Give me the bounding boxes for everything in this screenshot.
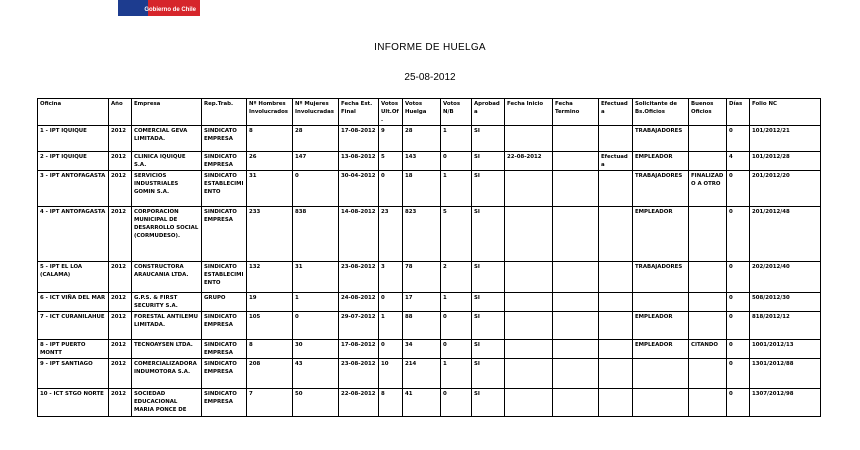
- table-row: [38, 171, 821, 207]
- cell-dias: 0: [727, 293, 750, 312]
- cell-mujeres: 30: [293, 340, 339, 359]
- column-header: Nº Hombres Involucrados: [247, 99, 293, 126]
- cell-votos-ult: 10: [379, 359, 403, 389]
- cell-buenos: [689, 126, 727, 152]
- cell-fecha-est: 22-08-2012: [339, 389, 379, 417]
- cell-efectuada: [599, 293, 633, 312]
- cell-efectuada: [599, 359, 633, 389]
- column-header: Votos Huelga: [403, 99, 441, 126]
- cell-oficina: 5 - IPT EL LOA (CALAMA): [38, 262, 109, 293]
- column-header: Votos Ult.Of.: [379, 99, 403, 126]
- cell-solicitante: EMPLEADOR: [633, 312, 689, 340]
- cell-fecha-inicio: 22-08-2012: [505, 152, 553, 171]
- cell-votos-ult: 5: [379, 152, 403, 171]
- cell-fecha-inicio: [505, 293, 553, 312]
- cell-votos-huelga: 41: [403, 389, 441, 417]
- cell-buenos: FINALIZADO A OTRO: [689, 171, 727, 207]
- cell-votos-nb: 1: [441, 359, 472, 389]
- cell-oficina: 8 - IPT PUERTO MONTT: [38, 340, 109, 359]
- cell-dias: 0: [727, 359, 750, 389]
- cell-hombres: 26: [247, 152, 293, 171]
- cell-folio: 1001/2012/13: [750, 340, 821, 359]
- cell-anio: 2012: [109, 340, 132, 359]
- cell-fecha-termino: [553, 171, 599, 207]
- gobierno-logo: [118, 0, 200, 16]
- cell-anio: 2012: [109, 312, 132, 340]
- cell-hombres: 208: [247, 359, 293, 389]
- cell-solicitante: TRABAJADORES: [633, 126, 689, 152]
- cell-fecha-inicio: [505, 340, 553, 359]
- cell-anio: 2012: [109, 126, 132, 152]
- cell-votos-huelga: 143: [403, 152, 441, 171]
- cell-empresa: TECNOAYSEN LTDA.: [132, 340, 202, 359]
- table-row: [38, 126, 821, 152]
- cell-fecha-termino: [553, 340, 599, 359]
- cell-oficina: 7 - ICT CURANILAHUE: [38, 312, 109, 340]
- cell-fecha-est: 17-08-2012: [339, 126, 379, 152]
- column-header: Fecha Est. Final: [339, 99, 379, 126]
- cell-buenos: [689, 262, 727, 293]
- cell-empresa: CORPORACION MUNICIPAL DE DESARROLLO SOCIAL (CORMUDESO).: [132, 207, 202, 262]
- cell-buenos: [689, 152, 727, 171]
- column-header: Empresa: [132, 99, 202, 126]
- cell-rep: SINDICATO EMPRESA: [202, 207, 247, 262]
- cell-dias: 0: [727, 171, 750, 207]
- cell-fecha-inicio: [505, 207, 553, 262]
- cell-hombres: 7: [247, 389, 293, 417]
- cell-rep: SINDICATO EMPRESA: [202, 312, 247, 340]
- cell-votos-huelga: 823: [403, 207, 441, 262]
- cell-efectuada: [599, 171, 633, 207]
- cell-fecha-est: 24-08-2012: [339, 293, 379, 312]
- cell-aprobada: SI: [472, 312, 505, 340]
- cell-votos-nb: 0: [441, 312, 472, 340]
- cell-solicitante: [633, 293, 689, 312]
- cell-empresa: CLINICA IQUIQUE S.A.: [132, 152, 202, 171]
- cell-oficina: 10 - ICT STGO NORTE: [38, 389, 109, 417]
- cell-oficina: 6 - ICT VIÑA DEL MAR: [38, 293, 109, 312]
- column-header: Efectuada: [599, 99, 633, 126]
- cell-buenos: [689, 207, 727, 262]
- cell-mujeres: 0: [293, 171, 339, 207]
- cell-solicitante: EMPLEADOR: [633, 340, 689, 359]
- cell-aprobada: SI: [472, 126, 505, 152]
- cell-fecha-inicio: [505, 359, 553, 389]
- cell-oficina: 1 - IPT IQUIQUE: [38, 126, 109, 152]
- cell-mujeres: 28: [293, 126, 339, 152]
- column-header: Fecha Termino: [553, 99, 599, 126]
- cell-votos-nb: 0: [441, 340, 472, 359]
- cell-dias: 0: [727, 207, 750, 262]
- cell-dias: 0: [727, 126, 750, 152]
- cell-anio: 2012: [109, 171, 132, 207]
- cell-votos-huelga: 17: [403, 293, 441, 312]
- cell-anio: 2012: [109, 293, 132, 312]
- column-header: Año: [109, 99, 132, 126]
- column-header: Buenos Oficios: [689, 99, 727, 126]
- cell-solicitante: EMPLEADOR: [633, 152, 689, 171]
- cell-mujeres: 147: [293, 152, 339, 171]
- cell-votos-nb: 5: [441, 207, 472, 262]
- cell-fecha-termino: [553, 126, 599, 152]
- table-row: [38, 389, 821, 417]
- cell-rep: SINDICATO ESTABLECIMIENTO: [202, 171, 247, 207]
- cell-mujeres: 31: [293, 262, 339, 293]
- cell-fecha-inicio: [505, 389, 553, 417]
- cell-empresa: COMERCIALIZADORA INDUMOTORA S.A.: [132, 359, 202, 389]
- cell-mujeres: 838: [293, 207, 339, 262]
- cell-votos-ult: 1: [379, 312, 403, 340]
- cell-rep: SINDICATO EMPRESA: [202, 126, 247, 152]
- cell-rep: SINDICATO EMPRESA: [202, 152, 247, 171]
- cell-efectuada: [599, 340, 633, 359]
- report-date: 25-08-2012: [404, 72, 456, 83]
- table-row: [38, 340, 821, 359]
- cell-fecha-est: 14-08-2012: [339, 207, 379, 262]
- cell-folio: 101/2012/28: [750, 152, 821, 171]
- cell-mujeres: 50: [293, 389, 339, 417]
- cell-efectuada: [599, 262, 633, 293]
- cell-votos-nb: 1: [441, 126, 472, 152]
- cell-dias: 0: [727, 262, 750, 293]
- cell-efectuada: [599, 126, 633, 152]
- cell-votos-nb: 1: [441, 293, 472, 312]
- cell-rep: SINDICATO EMPRESA: [202, 389, 247, 417]
- table-row: [38, 207, 821, 262]
- cell-oficina: 3 - IPT ANTOFAGASTA: [38, 171, 109, 207]
- cell-votos-ult: 0: [379, 171, 403, 207]
- cell-mujeres: 1: [293, 293, 339, 312]
- cell-fecha-est: 23-08-2012: [339, 262, 379, 293]
- cell-fecha-est: 29-07-2012: [339, 312, 379, 340]
- table-row: [38, 312, 821, 340]
- cell-fecha-inicio: [505, 262, 553, 293]
- cell-hombres: 233: [247, 207, 293, 262]
- cell-votos-ult: 0: [379, 340, 403, 359]
- cell-rep: GRUPO: [202, 293, 247, 312]
- cell-empresa: COMERCIAL GEVA LIMITADA.: [132, 126, 202, 152]
- column-header: Folio NC: [750, 99, 821, 126]
- table-row: [38, 262, 821, 293]
- cell-aprobada: SI: [472, 207, 505, 262]
- column-header: Oficina: [38, 99, 109, 126]
- cell-votos-nb: 1: [441, 171, 472, 207]
- column-header: Votos N/B: [441, 99, 472, 126]
- cell-fecha-est: 23-08-2012: [339, 359, 379, 389]
- cell-folio: 202/2012/40: [750, 262, 821, 293]
- cell-buenos: CITANDO: [689, 340, 727, 359]
- cell-rep: SINDICATO EMPRESA: [202, 359, 247, 389]
- cell-folio: 1307/2012/98: [750, 389, 821, 417]
- cell-folio: 1301/2012/88: [750, 359, 821, 389]
- cell-anio: 2012: [109, 389, 132, 417]
- cell-votos-ult: 0: [379, 293, 403, 312]
- cell-votos-nb: 2: [441, 262, 472, 293]
- column-header: Días: [727, 99, 750, 126]
- cell-buenos: [689, 359, 727, 389]
- cell-votos-ult: 3: [379, 262, 403, 293]
- cell-solicitante: EMPLEADOR: [633, 207, 689, 262]
- cell-fecha-termino: [553, 262, 599, 293]
- column-header: Solicitante de Bs.Oficios: [633, 99, 689, 126]
- cell-folio: 508/2012/30: [750, 293, 821, 312]
- cell-dias: 0: [727, 340, 750, 359]
- cell-oficina: 2 - IPT IQUIQUE: [38, 152, 109, 171]
- cell-fecha-termino: [553, 359, 599, 389]
- cell-votos-ult: 8: [379, 389, 403, 417]
- cell-votos-huelga: 28: [403, 126, 441, 152]
- cell-dias: 4: [727, 152, 750, 171]
- cell-mujeres: 43: [293, 359, 339, 389]
- cell-votos-huelga: 34: [403, 340, 441, 359]
- cell-anio: 2012: [109, 262, 132, 293]
- cell-efectuada: [599, 207, 633, 262]
- cell-fecha-est: 30-04-2012: [339, 171, 379, 207]
- cell-aprobada: SI: [472, 262, 505, 293]
- column-header: Nº Mujeres Involucradas: [293, 99, 339, 126]
- cell-aprobada: SI: [472, 293, 505, 312]
- cell-hombres: 31: [247, 171, 293, 207]
- cell-fecha-termino: [553, 207, 599, 262]
- cell-empresa: FORESTAL ANTILEMU LIMITADA.: [132, 312, 202, 340]
- cell-aprobada: SI: [472, 152, 505, 171]
- column-header: Rep.Trab.: [202, 99, 247, 126]
- cell-empresa: SOCIEDAD EDUCACIONAL MARIA PONCE DE: [132, 389, 202, 417]
- cell-aprobada: SI: [472, 389, 505, 417]
- cell-votos-huelga: 18: [403, 171, 441, 207]
- cell-mujeres: 0: [293, 312, 339, 340]
- cell-fecha-termino: [553, 293, 599, 312]
- cell-aprobada: SI: [472, 359, 505, 389]
- cell-buenos: [689, 312, 727, 340]
- cell-fecha-termino: [553, 312, 599, 340]
- cell-fecha-termino: [553, 152, 599, 171]
- cell-efectuada: [599, 389, 633, 417]
- cell-anio: 2012: [109, 207, 132, 262]
- cell-votos-ult: 9: [379, 126, 403, 152]
- cell-votos-nb: 0: [441, 152, 472, 171]
- cell-fecha-est: 13-08-2012: [339, 152, 379, 171]
- cell-folio: 101/2012/21: [750, 126, 821, 152]
- cell-aprobada: SI: [472, 340, 505, 359]
- report-title: INFORME DE HUELGA: [374, 42, 486, 53]
- cell-anio: 2012: [109, 359, 132, 389]
- cell-fecha-termino: [553, 389, 599, 417]
- cell-votos-ult: 23: [379, 207, 403, 262]
- cell-anio: 2012: [109, 152, 132, 171]
- table-row: [38, 293, 821, 312]
- cell-fecha-inicio: [505, 126, 553, 152]
- cell-fecha-est: 17-08-2012: [339, 340, 379, 359]
- cell-folio: 201/2012/48: [750, 207, 821, 262]
- cell-empresa: G.P.S. & FIRST SECURITY S.A.: [132, 293, 202, 312]
- cell-folio: 818/2012/12: [750, 312, 821, 340]
- cell-dias: 0: [727, 389, 750, 417]
- cell-efectuada: [599, 312, 633, 340]
- table-header-row: [38, 99, 821, 126]
- cell-oficina: 9 - IPT SANTIAGO: [38, 359, 109, 389]
- cell-buenos: [689, 389, 727, 417]
- cell-votos-huelga: 88: [403, 312, 441, 340]
- cell-fecha-inicio: [505, 312, 553, 340]
- cell-empresa: CONSTRUCTORA ARAUCANIA LTDA.: [132, 262, 202, 293]
- logo-text: Gobierno de Chile: [144, 7, 196, 13]
- cell-dias: 0: [727, 312, 750, 340]
- column-header: Fecha Inicio: [505, 99, 553, 126]
- column-header: Aprobada: [472, 99, 505, 126]
- cell-fecha-inicio: [505, 171, 553, 207]
- table-row: [38, 152, 821, 171]
- cell-hombres: 105: [247, 312, 293, 340]
- cell-buenos: [689, 293, 727, 312]
- cell-votos-nb: 0: [441, 389, 472, 417]
- cell-votos-huelga: 214: [403, 359, 441, 389]
- cell-hombres: 8: [247, 126, 293, 152]
- cell-votos-huelga: 78: [403, 262, 441, 293]
- cell-solicitante: [633, 389, 689, 417]
- cell-hombres: 132: [247, 262, 293, 293]
- cell-solicitante: [633, 359, 689, 389]
- strike-report-table: [37, 98, 821, 417]
- cell-hombres: 19: [247, 293, 293, 312]
- cell-empresa: SERVICIOS INDUSTRIALES GOMIN S.A.: [132, 171, 202, 207]
- cell-rep: SINDICATO ESTABLECIMIENTO: [202, 262, 247, 293]
- cell-solicitante: TRABAJADORES: [633, 171, 689, 207]
- cell-solicitante: TRABAJADORES: [633, 262, 689, 293]
- cell-rep: SINDICATO EMPRESA: [202, 340, 247, 359]
- cell-aprobada: SI: [472, 171, 505, 207]
- cell-hombres: 8: [247, 340, 293, 359]
- cell-oficina: 4 - IPT ANTOFAGASTA: [38, 207, 109, 262]
- table-row: [38, 359, 821, 389]
- cell-folio: 201/2012/20: [750, 171, 821, 207]
- cell-efectuada: Efectuada: [599, 152, 633, 171]
